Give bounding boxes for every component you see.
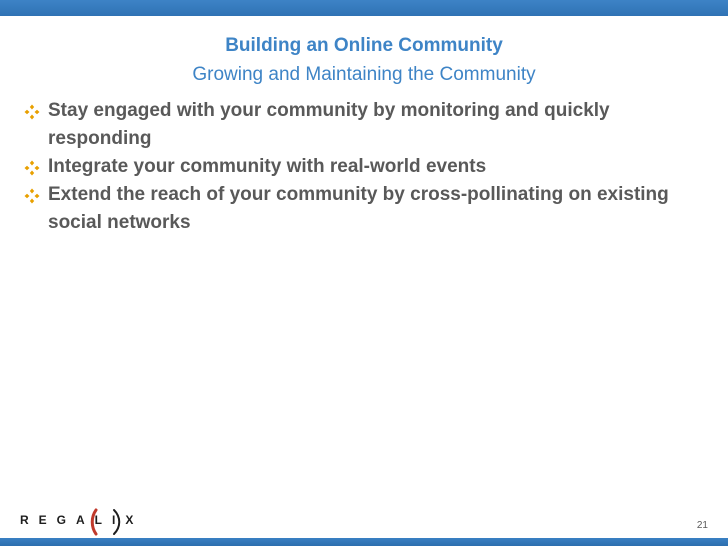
slide-subtitle: Growing and Maintaining the Community <box>192 64 536 85</box>
page-number: 21 <box>696 520 708 531</box>
diamond-bullet-icon <box>24 160 40 176</box>
bottom-bar <box>0 538 728 546</box>
logo-wordmark: REGALIX <box>20 513 144 527</box>
bullet-text: Extend the reach of your community by cross-pollinating on existing social networks <box>48 184 669 233</box>
logo-swoosh-icon <box>90 507 124 537</box>
diamond-bullet-icon <box>24 104 40 120</box>
top-bar <box>0 0 728 16</box>
diamond-bullet-icon <box>24 188 40 204</box>
bullet-item <box>22 153 702 181</box>
slide-title: Building an Online Community <box>225 35 503 56</box>
bullet-text: Integrate your community with real-world events <box>48 156 487 177</box>
regalix-logo <box>20 507 144 537</box>
bullet-item <box>22 181 702 237</box>
bullet-list <box>22 97 702 237</box>
bullet-text: Stay engaged with your community by monitoring and quickly responding <box>48 100 610 149</box>
bullet-item <box>22 97 702 153</box>
